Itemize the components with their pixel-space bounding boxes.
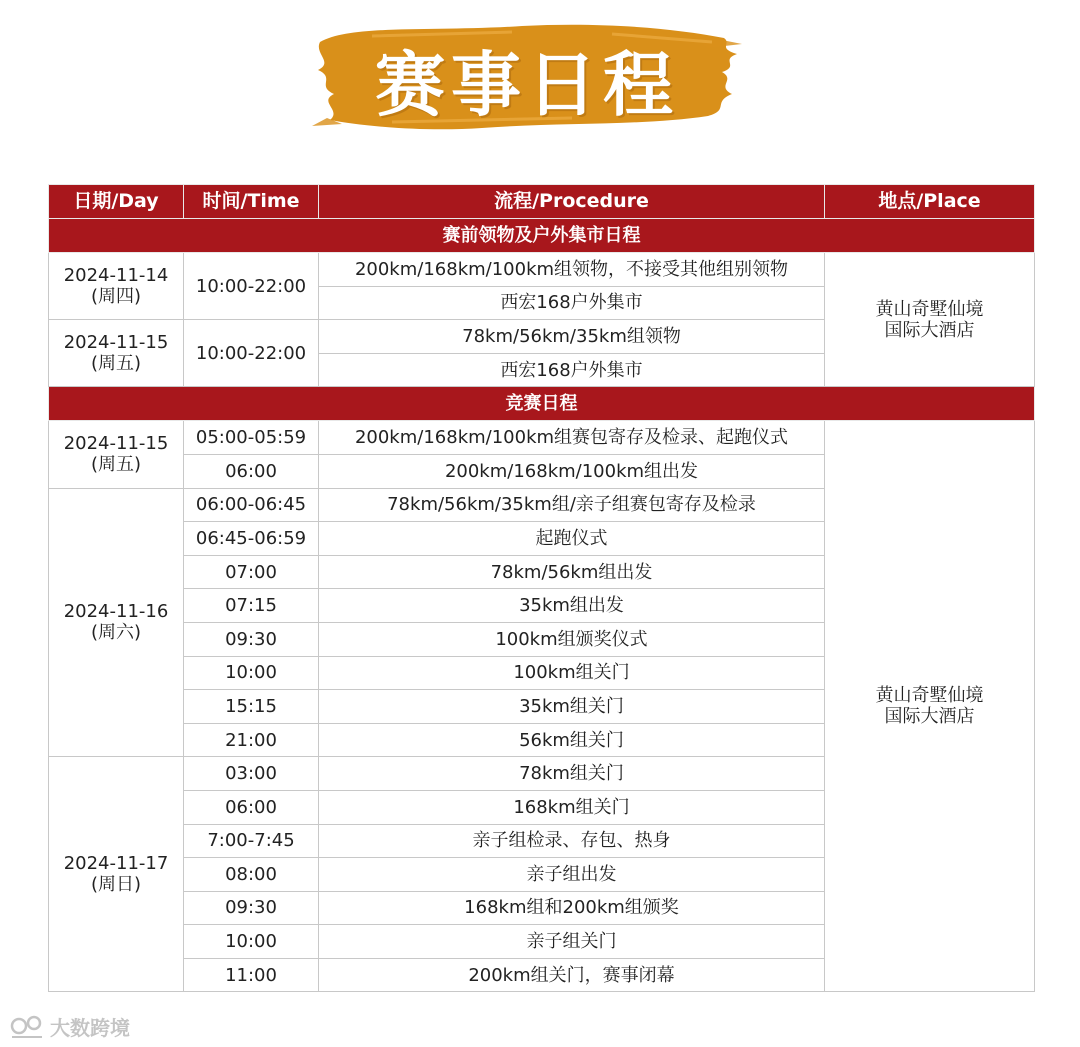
header-place: 地点/Place — [825, 185, 1035, 219]
table-row — [49, 421, 1035, 455]
procedure-cell: 西宏168户外集市 — [319, 286, 825, 320]
schedule-table — [48, 184, 1035, 992]
procedure-cell: 西宏168户外集市 — [319, 353, 825, 387]
title-banner — [312, 14, 742, 144]
watermark — [10, 1010, 130, 1042]
time-cell: 09:30 — [184, 891, 319, 925]
section-title: 赛前领物及户外集市日程 — [49, 219, 1035, 253]
procedure-cell: 78km组关门 — [319, 757, 825, 791]
procedure-cell: 100km组关门 — [319, 656, 825, 690]
place-line: 黄山奇墅仙境 — [875, 298, 984, 320]
date-cell — [49, 320, 184, 387]
time-cell: 07:00 — [184, 555, 319, 589]
procedure-cell: 起跑仪式 — [319, 522, 825, 556]
time-cell: 10:00 — [184, 656, 319, 690]
watermark-logo-icon — [10, 1011, 44, 1041]
weekday-text: (周六) — [90, 622, 142, 644]
date-cell — [49, 421, 184, 488]
procedure-cell: 56km组关门 — [319, 723, 825, 757]
time-cell: 11:00 — [184, 958, 319, 992]
page-title: 赛事日程 — [375, 42, 679, 126]
date-text: 2024-11-17 — [63, 853, 169, 875]
procedure-cell: 168km组和200km组颁奖 — [319, 891, 825, 925]
procedure-cell: 200km组关门，赛事闭幕 — [319, 958, 825, 992]
time-cell: 09:30 — [184, 622, 319, 656]
procedure-cell: 亲子组出发 — [319, 858, 825, 892]
header-time: 时间/Time — [184, 185, 319, 219]
procedure-cell: 78km/56km/35km组/亲子组赛包寄存及检录 — [319, 488, 825, 522]
procedure-cell: 35km组出发 — [319, 589, 825, 623]
procedure-cell: 200km/168km/100km组领物，不接受其他组别领物 — [319, 253, 825, 287]
place-line: 国际大酒店 — [884, 706, 975, 728]
procedure-cell: 亲子组检录、存包、热身 — [319, 824, 825, 858]
procedure-cell: 200km/168km/100km组出发 — [319, 454, 825, 488]
date-text: 2024-11-15 — [63, 332, 169, 354]
time-cell: 10:00-22:00 — [184, 320, 319, 387]
weekday-text: (周四) — [90, 286, 142, 308]
time-cell: 21:00 — [184, 723, 319, 757]
time-cell: 03:00 — [184, 757, 319, 791]
header-day: 日期/Day — [49, 185, 184, 219]
header-procedure: 流程/Procedure — [319, 185, 825, 219]
date-text: 2024-11-16 — [63, 601, 169, 623]
weekday-text: (周日) — [90, 874, 142, 896]
time-cell: 10:00-22:00 — [184, 253, 319, 320]
weekday-text: (周五) — [90, 353, 142, 375]
date-text: 2024-11-15 — [63, 433, 169, 455]
date-cell — [49, 757, 184, 992]
place-cell — [825, 421, 1035, 992]
watermark-text: 大数跨境 — [50, 1015, 130, 1040]
date-cell — [49, 253, 184, 320]
time-cell: 10:00 — [184, 925, 319, 959]
time-cell: 06:45-06:59 — [184, 522, 319, 556]
time-cell: 7:00-7:45 — [184, 824, 319, 858]
procedure-cell: 168km组关门 — [319, 790, 825, 824]
section-pre-race — [49, 219, 1035, 253]
table-row — [49, 253, 1035, 287]
procedure-cell: 78km/56km/35km组领物 — [319, 320, 825, 354]
procedure-cell: 100km组颁奖仪式 — [319, 622, 825, 656]
procedure-cell: 亲子组关门 — [319, 925, 825, 959]
procedure-cell: 200km/168km/100km组赛包寄存及检录、起跑仪式 — [319, 421, 825, 455]
time-cell: 08:00 — [184, 858, 319, 892]
weekday-text: (周五) — [90, 454, 142, 476]
time-cell: 06:00 — [184, 454, 319, 488]
section-title: 竞赛日程 — [49, 387, 1035, 421]
time-cell: 06:00 — [184, 790, 319, 824]
procedure-cell: 78km/56km组出发 — [319, 555, 825, 589]
table-header-row — [49, 185, 1035, 219]
date-cell — [49, 488, 184, 757]
time-cell: 07:15 — [184, 589, 319, 623]
date-text: 2024-11-14 — [63, 265, 169, 287]
place-cell — [825, 253, 1035, 387]
time-cell: 06:00-06:45 — [184, 488, 319, 522]
procedure-cell: 35km组关门 — [319, 690, 825, 724]
place-line: 黄山奇墅仙境 — [875, 685, 984, 707]
time-cell: 05:00-05:59 — [184, 421, 319, 455]
time-cell: 15:15 — [184, 690, 319, 724]
place-line: 国际大酒店 — [884, 319, 975, 341]
section-race — [49, 387, 1035, 421]
